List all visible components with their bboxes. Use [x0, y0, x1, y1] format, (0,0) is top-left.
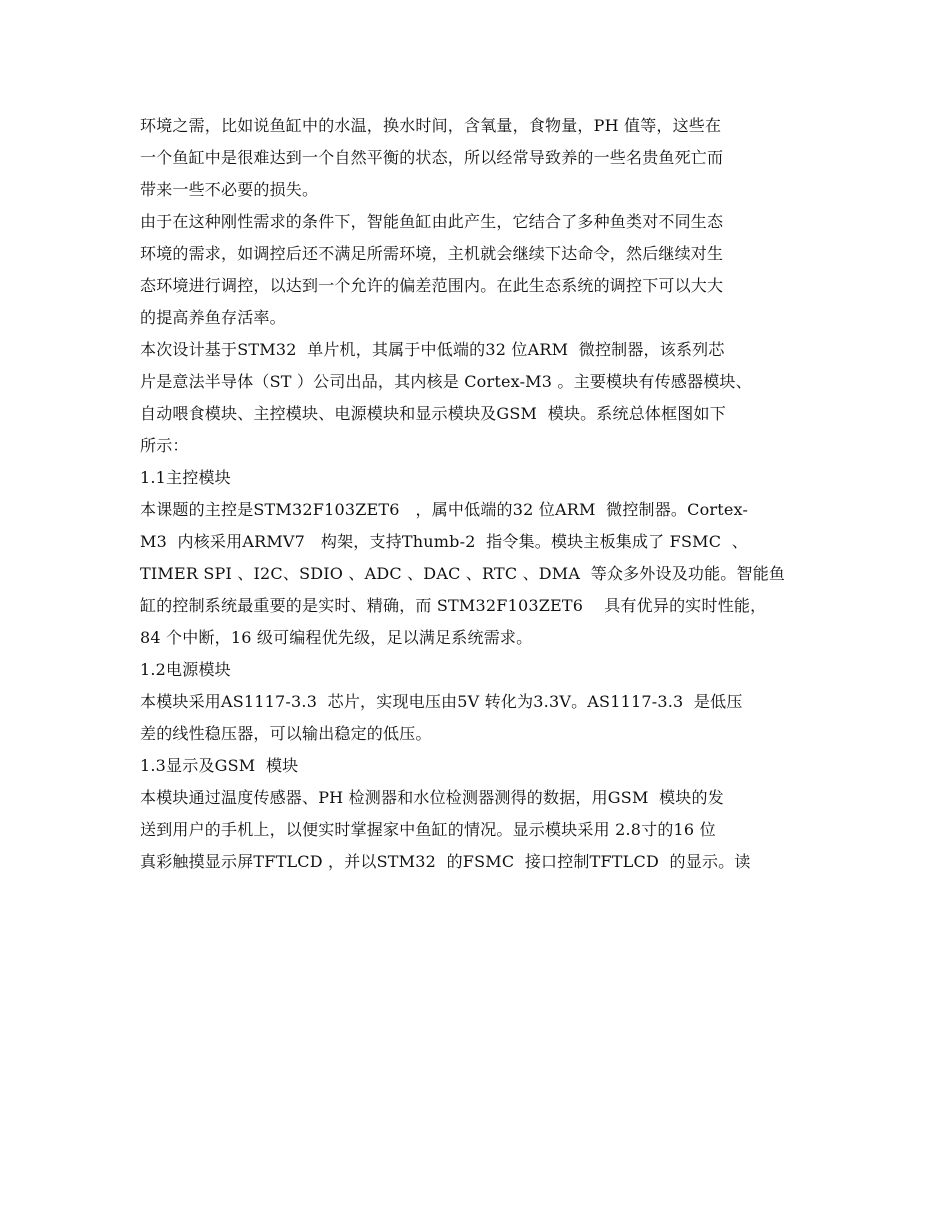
text-line: 环境的需求，如调控后还不满足所需环境，主机就会继续下达命令，然后继续对生	[140, 244, 724, 263]
text-line: 片是意法半导体（ST ）公司出品，其内核是 Cortex-M3 。主要模块有传感器模块、	[140, 372, 752, 391]
text-line: 的提高养鱼存活率。	[140, 308, 286, 327]
section-heading: 1.2电源模块	[140, 660, 231, 679]
text-line: 本模块通过温度传感器、PH 检测器和水位检测器测得的数据，用GSM 模块的发	[140, 788, 724, 807]
text-line: 态环境进行调控，以达到一个允许的偏差范围内。在此生态系统的调控下可以大大	[140, 276, 724, 295]
section-heading: 1.1主控模块	[140, 468, 231, 487]
text-line: 缸的控制系统最重要的是实时、精确，而 STM32F103ZET6 具有优异的实时性能，	[140, 596, 767, 615]
text-line: TIMER SPI 、I2C、SDIO 、ADC 、DAC 、RTC 、DMA 等众多外设及功能。智能鱼	[140, 564, 786, 583]
text-line: 所示：	[140, 436, 189, 455]
text-line: 差的线性稳压器，可以输出稳定的低压。	[140, 724, 432, 743]
text-line: 带来一些不必要的损失。	[140, 180, 319, 199]
text-line: 送到用户的手机上，以便实时掌握家中鱼缸的情况。显示模块采用 2.8寸的16 位	[140, 820, 716, 839]
text-line: 本课题的主控是STM32F103ZET6 ，属中低端的32 位ARM 微控制器。Cortex-	[140, 500, 749, 519]
text-line: M3 内核采用ARMV7 构架，支持Thumb-2 指令集。模块主板集成了 FSMC 、	[140, 532, 748, 551]
text-line: 自动喂食模块、主控模块、电源模块和显示模块及GSM 模块。系统总体框图如下	[140, 404, 726, 423]
section-heading: 1.3显示及GSM 模块	[140, 756, 299, 775]
text-line: 真彩触摸显示屏TFTLCD ，并以STM32 的FSMC 接口控制TFTLCD 的显示。读	[140, 852, 751, 871]
text-line: 环境之需，比如说鱼缸中的水温，换水时间，含氧量，食物量，PH 值等，这些在	[140, 116, 722, 135]
text-line: 84 个中断，16 级可编程优先级，足以满足系统需求。	[140, 628, 533, 647]
text-line: 本次设计基于STM32 单片机，其属于中低端的32 位ARM 微控制器，该系列芯	[140, 340, 725, 359]
text-line: 一个鱼缸中是很难达到一个自然平衡的状态，所以经常导致养的一些名贵鱼死亡而	[140, 148, 724, 167]
text-line: 本模块采用AS1117-3.3 芯片，实现电压由5V 转化为3.3V。AS1117-3.3 是低压	[140, 692, 743, 711]
document-body	[140, 110, 830, 878]
text-line: 由于在这种刚性需求的条件下，智能鱼缸由此产生，它结合了多种鱼类对不同生态	[140, 212, 724, 231]
